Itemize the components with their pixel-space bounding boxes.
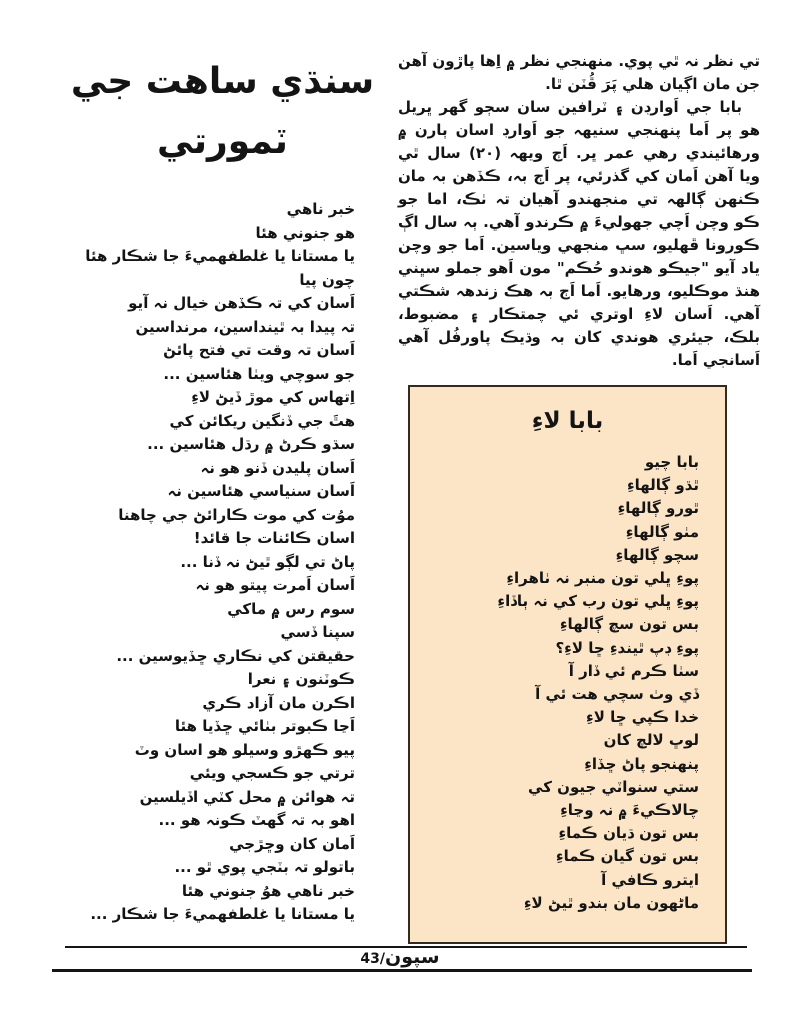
baba-poem-box [408,385,727,944]
box-poem-line: بس تون گيان ڪماءِ [555,847,699,866]
page-number: /43 [360,951,386,967]
footer-text [0,946,800,969]
poem-line: يا مستانا يا غلطفهميءَ جا شڪار هئا [85,247,355,265]
box-poem-line: بس تون سچ ڳالهاءِ [559,615,699,634]
poem-line: اَسان تہ وقت تي فتح پائڻ [163,341,355,359]
poem-line: پاڻ تي لڳو ٿيڻ نہ ڏنا ... [180,552,355,571]
box-poem-line: ماڻهون مان بندو ٿيڻ لاءِ [523,893,699,912]
poem-line: خبر ناهي [286,200,355,218]
page-title-line1: سنڌي ساھت جي [70,61,375,102]
box-title: بابا لاءِ [531,408,604,434]
poem-line: تہ پيدا بہ ٿينداسين، مرنداسين [135,317,355,336]
box-poem-line: لوڀ لالچ کان [603,731,699,750]
page-title-line2: ٽمورتي [157,121,288,162]
poem-line: اَسان سنياسي هئاسين نہ [167,482,355,500]
poem-line: سڌو ڪرڻ ۾ رڌل هئاسين ... [147,435,355,453]
poem-line: سپنا ڏسي [280,623,355,641]
poem-line: خبر ناهي هوُ جنوني هئا [181,881,355,900]
poem-line: اسان ڪائنات جا قائد! [193,529,355,547]
poem-line: اهو بہ تہ گهٽ ڪونہ هو ... [158,811,355,829]
poem-line: تہ هوائن ۾ محل کٽي اڏيلسين [139,787,355,806]
poem-line: يا مستانا يا غلطفهميءَ جا شڪار ... [90,905,355,923]
poem-line: اَسان کي تہ ڪڏهن خيال نہ آيو [128,294,355,312]
box-poem-line: ڏي وٺ سچي هت ئي آ [535,685,699,704]
magazine-name: سپون [385,946,440,968]
poem-line: ڪوٽنون ۽ نعرا [247,670,355,688]
poem-line: حقيقتن کي نڪاري ڇڏيوسين ... [116,646,355,665]
box-poem-line: سٺا ڪرم ئي ڏار آ [568,661,699,680]
box-poem-line: ٿڌو ڳالهاءِ [626,476,699,495]
poem-line: باتولو تہ بٽجي پوي ٿو ... [174,858,355,876]
page-title [55,52,390,172]
box-poem-line: مٺو ڳالهاءِ [625,522,699,541]
box-poem-line: پوءِ ڀلي تون منبر نہ ٺاهراءِ [506,569,699,588]
prose-column [398,50,760,372]
prose-paragraph-1: تي نظر نہ ٿي پوي. منهنجي نظر ۾ اِها پاڙون آهن جن مان اڳيان هلي پَرَ ڦُٽن ٿا. [398,52,760,93]
box-poem-line: بابا چيو [644,453,699,471]
poem-line: اڪرن مان آزاد ڪري [202,693,355,712]
poem-line: هٿَ جي ڏنگين ريکائن کي [169,411,355,430]
poem-line: چون پيا [299,270,355,289]
poem-line: موُت کي موت ڪارائڻ جي چاهنا [118,505,355,524]
left-poem [55,198,355,927]
poem-line: هو جنوني هئا [255,223,355,242]
box-poem [410,451,725,915]
prose-paragraph-2: بابا جي اَوارڊن ۽ ٽرافين سان سڄو گهر ڀريل هو پر اَما پنهنجي سنيهہ جو اَوارڊ اسان ٻارن ۾ ورهائيندي رهي عمر ڀر. اَڄ ويهہ (۲۰) سال ٿي ويا آهن اَمان کي گذرئي، پر اَڄ بہ، ڪڏهن بہ مان ڪنهن ڳالهہ تي منجهندو آهيان تہ ٺڪ، اما جو ڪو وچن اَچي جهوليءَ ۾ ڪرندو آهي. ٻہ سال اڳ ڪورونا ڦهليو، سڀ منجهي وياسين. اَما جو وچن ياد آيو "جيڪو هوندو حُڪم" مون اَهو جملو سڀني هنڌ موڪليو، ورهايو. اَما اَڄ بہ هڪ زندهہ شڪتي آهي. اَسان لاءِ اوتري ئي چمتڪار ۽ مضبوط، بلڪ، جيئري هوندي کان بہ وڌيڪ پاورفُل آهي اَسانجي اَما. [398,98,760,369]
poem-line: سوم رس ۾ ماکي [227,599,355,618]
poem-line: اَڃا ڪبوتر بٺائي ڇڏيا هئا [174,717,355,735]
box-poem-line: چالاڪيءَ ۾ نہ وڃاءِ [560,801,699,820]
box-poem-line: پوءِ ڀلي تون رب کي نہ ٻاڏاءِ [497,592,699,611]
poem-line: اِتهاس کي موڙ ڏيڻ لاءِ [191,388,355,406]
box-poem-line: ٿورو ڳالهاءِ [617,499,699,518]
box-poem-line: سچو ڳالهاءِ [615,545,699,564]
box-poem-line: ستي سنواٽي جيون کي [528,777,699,796]
box-poem-line: پنهنجو پاڻ ڇڏاءِ [584,754,699,773]
box-poem-line: بس تون ڌيان ڪماءِ [558,824,699,843]
footer-rule-bottom [52,969,752,972]
box-poem-line: پوءِ ڊپ ٿيندءِ ڇا لاءِ؟ [555,638,699,657]
poem-line: جو سوچي ويٺا هئاسين ... [163,364,355,383]
poem-line: ترتي جو ڪسجي ويئي [189,764,355,782]
poem-line: پيو ڪهڙو وسيلو هو اسان وٽ [134,740,355,759]
box-poem-line: خدا ڪپي ڇا لاءِ [586,708,699,727]
poem-line: اَمان کان وڇڙجي [229,834,355,853]
poem-line: اَسان اَمرت پيتو هو نہ [195,576,355,594]
box-poem-line: ايترو ڪافي آ [601,870,699,889]
poem-line: اَسان پليدن ڏنو هو نہ [200,458,355,477]
